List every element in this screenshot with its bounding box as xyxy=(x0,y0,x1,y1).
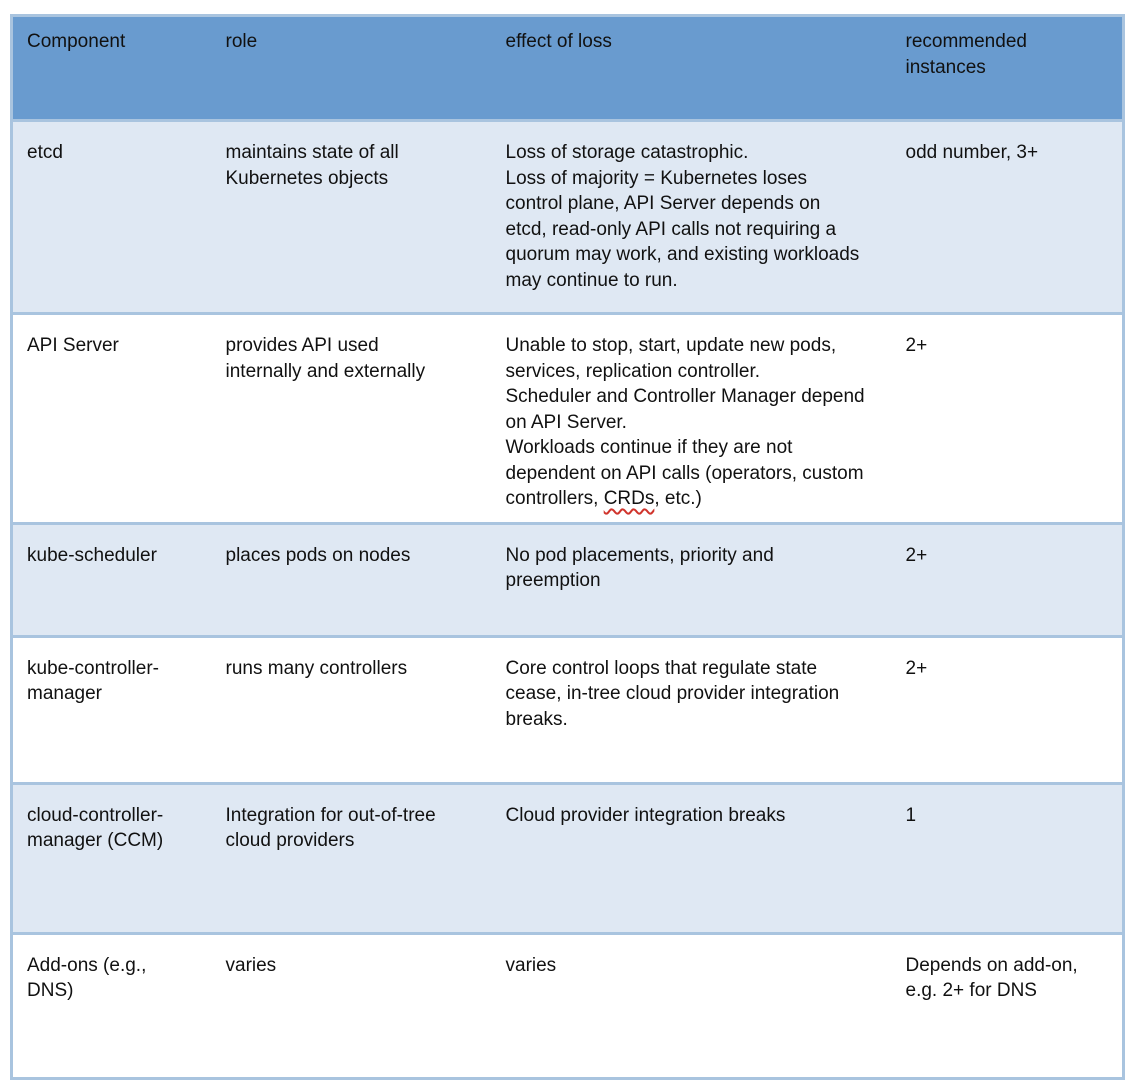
component-cell: Add-ons (e.g., DNS) xyxy=(12,933,212,1078)
table-row xyxy=(12,121,1124,314)
effect-line: Loss of storage catastrophic. xyxy=(505,142,749,163)
table-row xyxy=(12,933,1124,1078)
effect-line: Loss of majority = Kubernetes loses control plane, API Server depends on etcd, read-only API calls not requiring a quorum may work, and existing workloads may continue to run. xyxy=(505,167,860,291)
table-row xyxy=(12,783,1124,933)
header-effect-of-loss: effect of loss xyxy=(492,16,892,121)
effect-line: Workloads continue if they are not dependent on API calls (operators, custom controllers, CRDs, etc.) xyxy=(505,437,864,509)
component-cell: cloud-controller-manager (CCM) xyxy=(12,783,212,933)
effect-cell xyxy=(492,121,892,314)
instances-cell: 2+ xyxy=(892,636,1124,783)
role-cell: varies xyxy=(212,933,492,1078)
header-row xyxy=(12,16,1124,121)
effect-line: No pod placements, priority and preemption xyxy=(505,544,774,591)
spellcheck-underline: CRDs xyxy=(603,488,655,509)
effect-cell xyxy=(492,523,892,636)
table-row xyxy=(12,523,1124,636)
effect-line: Cloud provider integration breaks xyxy=(505,804,786,826)
header-component: Component xyxy=(12,16,212,121)
effect-line: Unable to stop, start, update new pods, services, replication controller. xyxy=(505,335,837,382)
component-cell: kube-scheduler xyxy=(12,523,212,636)
instances-cell: Depends on add-on, e.g. 2+ for DNS xyxy=(892,933,1124,1078)
role-cell: maintains state of all Kubernetes objects xyxy=(212,121,492,314)
instances-cell: 2+ xyxy=(892,523,1124,636)
role-cell: Integration for out-of-tree cloud providers xyxy=(212,783,492,933)
table-row xyxy=(12,636,1124,783)
instances-cell: 1 xyxy=(892,783,1124,933)
role-cell: runs many controllers xyxy=(212,636,492,783)
header-recommended-instances: recommended instances xyxy=(892,16,1124,121)
effect-cell xyxy=(492,933,892,1078)
effect-cell xyxy=(492,783,892,933)
table-row xyxy=(12,314,1124,524)
component-cell: kube-controller-manager xyxy=(12,636,212,783)
table-header xyxy=(12,16,1124,121)
effect-line: Core control loops that regulate state cease, in-tree cloud provider integration breaks. xyxy=(505,657,840,730)
component-cell: etcd xyxy=(12,121,212,314)
role-cell: provides API used internally and externally xyxy=(212,314,492,524)
table-body xyxy=(12,121,1124,1079)
effect-cell xyxy=(492,314,892,524)
header-role: role xyxy=(212,16,492,121)
instances-cell: odd number, 3+ xyxy=(892,121,1124,314)
role-cell: places pods on nodes xyxy=(212,523,492,636)
effect-line: Scheduler and Controller Manager depend on API Server. xyxy=(505,386,865,433)
components-table xyxy=(10,14,1125,1080)
effect-cell xyxy=(492,636,892,783)
instances-cell: 2+ xyxy=(892,314,1124,524)
component-cell: API Server xyxy=(12,314,212,524)
effect-line: varies xyxy=(505,954,557,976)
